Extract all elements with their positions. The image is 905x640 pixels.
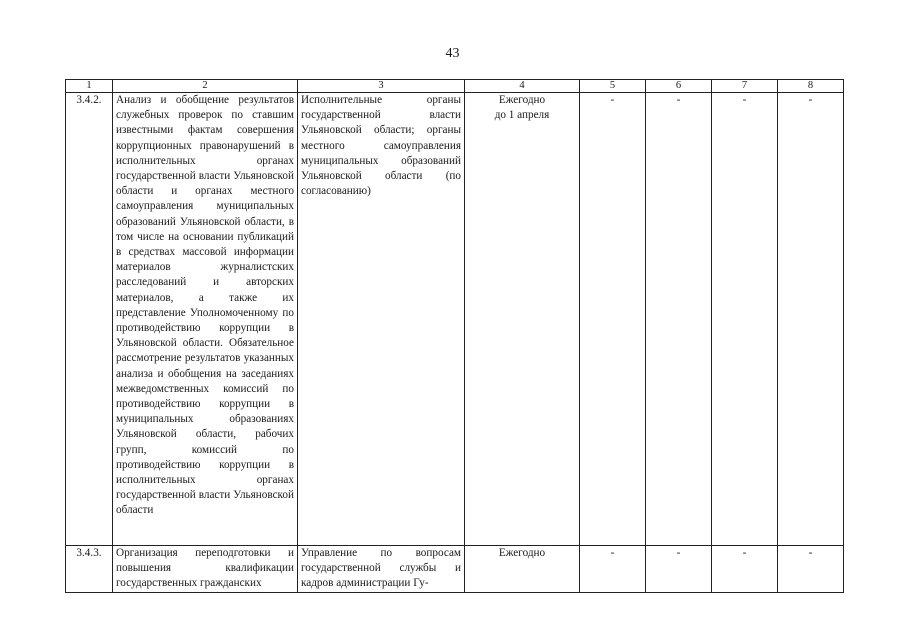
plan-table xyxy=(65,79,844,593)
item-term-line2: до 1 апреля xyxy=(494,109,550,122)
header-cell-1: 1 xyxy=(66,80,113,93)
item-col8: - xyxy=(778,546,844,593)
header-cell-8: 8 xyxy=(778,80,844,93)
header-row xyxy=(66,80,844,93)
item-number: 3.4.2. xyxy=(66,93,113,546)
item-col8: - xyxy=(778,93,844,546)
item-col5: - xyxy=(580,546,646,593)
item-col6: - xyxy=(646,546,712,593)
header-cell-5: 5 xyxy=(580,80,646,93)
item-col7: - xyxy=(712,93,778,546)
item-description: Анализ и обобщение результатов служебных проверок по ставшим известными фактам совершения коррупционных правонарушений в исполнительных органах государственной власти Ульяновской области и органах местного самоуправления муниципальных образований Ульяновской области, в том числе на основании публикаций в средствах массовой информации материалов журналистских расследований и авторских материалов, а также их представление Уполномоченному по противодействию коррупции в Ульяновской области. Обязательное рассмотрение результатов указанных анализа и обобщения на заседаниях межведомственных комиссий по противодействию коррупции в муниципальных образованиях Ульяновской области, рабочих групп, комиссий по противодействию коррупции в исполнительных органах государственной власти Ульяновской области xyxy=(113,93,298,546)
page-number: 43 xyxy=(445,46,460,61)
item-term xyxy=(465,93,580,546)
table-row xyxy=(66,93,844,546)
item-number: 3.4.3. xyxy=(66,546,113,593)
item-term xyxy=(465,546,580,593)
item-description: Организация переподготовки и повышения квалификации государственных гражданских xyxy=(113,546,298,593)
item-executor: Исполнительные органы государственной власти Ульяновской области; органы местного самоуправления муниципальных образований Ульяновской области (по согласованию) xyxy=(298,93,465,546)
item-executor: Управление по вопросам государственной службы и кадров администрации Гу- xyxy=(298,546,465,593)
item-col5: - xyxy=(580,93,646,546)
header-cell-4: 4 xyxy=(465,80,580,93)
header-cell-7: 7 xyxy=(712,80,778,93)
header-cell-6: 6 xyxy=(646,80,712,93)
header-cell-3: 3 xyxy=(298,80,465,93)
item-term-line1: Ежегодно xyxy=(498,547,546,559)
table-row xyxy=(66,546,844,593)
item-term-line1: Ежегодно xyxy=(498,94,546,106)
header-cell-2: 2 xyxy=(113,80,298,93)
item-col6: - xyxy=(646,93,712,546)
item-col7: - xyxy=(712,546,778,593)
